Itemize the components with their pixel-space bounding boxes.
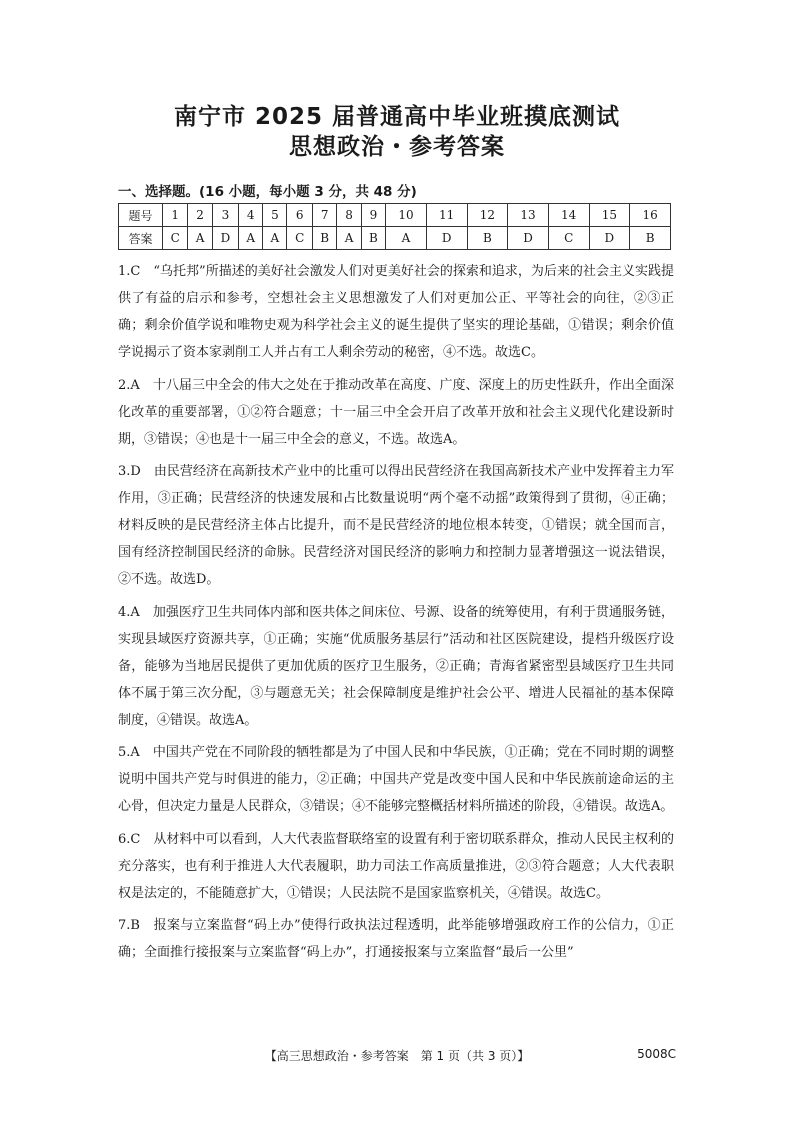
question-number-row xyxy=(119,204,671,227)
explanation-item: 3.D 由民营经济在高新技术产业中的比重可以得出民营经济在我国高新技术产业中发挥着主力军作用，③正确；民营经济的快速发展和占比数量说明“两个毫不动摇”政策得到了贯彻，④正确；材料反映的是民营经济主体占比提升，而不是民营经济的地位根本转变，①错误；就全国而言，国有经济控制国民经济的命脉。民营经济对国民经济的影响力和控制力显著增强这一说法错误，②不选。故选D。 xyxy=(118,464,674,587)
question-number-cell: 16 xyxy=(630,204,671,227)
answer-cell: A xyxy=(239,227,263,250)
question-number-cell: 1 xyxy=(163,204,188,227)
document-title: 南宁市 2025 届普通高中毕业班摸底测试 xyxy=(173,104,621,130)
row-label-answer: 答案 xyxy=(119,227,163,250)
explanation-item: 6.C 从材料中可以看到，人大代表监督联络室的设置有利于密切联系群众，推动人民民主权利的充分落实，也有利于推进人大代表履职，助力司法工作高质量推进，②③符合题意；人大代表职权是法定的，不能随意扩大，①错误；人民法院不是国家监察机关，④错误。故选C。 xyxy=(118,831,674,901)
question-number-cell: 10 xyxy=(386,204,427,227)
question-number-cell: 14 xyxy=(548,204,589,227)
answer-cell: A xyxy=(386,227,427,250)
answer-cell: C xyxy=(548,227,589,250)
question-number-cell: 11 xyxy=(426,204,467,227)
question-number-cell: 9 xyxy=(361,204,386,227)
section-heading: 一、选择题。(16 小题，每小题 3 分，共 48 分) xyxy=(118,184,417,200)
question-number-cell: 5 xyxy=(263,204,287,227)
answer-cell: A xyxy=(337,227,361,250)
question-number-cell: 13 xyxy=(508,204,549,227)
answer-cell: C xyxy=(287,227,312,250)
answer-table xyxy=(118,203,671,250)
explanation-item: 5.A 中国共产党在不同阶段的牺牲都是为了中国人民和中华民族，①正确；党在不同时期的调整说明中国共产党与时俱进的能力，②正确；中国共产党是改变中国人民和中华民族前途命运的主心骨，但决定力量是人民群众，③错误；④不能够完整概括材料所描述的阶段，④错误。故选A。 xyxy=(118,745,674,814)
answer-cell: C xyxy=(163,227,188,250)
answer-cell: D xyxy=(508,227,549,250)
answer-cell: D xyxy=(212,227,239,250)
answer-cell: B xyxy=(467,227,508,250)
explanation-item: 2.A 十八届三中全会的伟大之处在于推动改革在高度、广度、深度上的历史性跃升，作出全面深化改革的重要部署，①②符合题意；十一届三中全会开启了改革开放和社会主义现代化建设新时期，③错误；④也是十一届三中全会的意义，不选。故选A。 xyxy=(118,377,674,447)
question-number-cell: 2 xyxy=(188,204,212,227)
question-number-cell: 15 xyxy=(589,204,630,227)
explanation-item: 1.C “乌托邦”所描述的美好社会激发人们对更美好社会的探索和追求，为后来的社会主义实践提供了有益的启示和参考，空想社会主义思想激发了人们对更加公正、平等社会的向往，②③正确；剩余价值学说和唯物史观为科学社会主义的诞生提供了坚实的理论基础，①错误；剩余价值学说揭示了资本家剥削工人并占有工人剩余劳动的秘密，④不选。故选C。 xyxy=(118,264,674,360)
answer-cell: B xyxy=(361,227,386,250)
question-number-cell: 8 xyxy=(337,204,361,227)
page-label: 【高三思想政治・参考答案 第 1 页（共 3 页）】 xyxy=(264,1049,530,1063)
row-label-number: 题号 xyxy=(119,204,163,227)
question-number-cell: 12 xyxy=(467,204,508,227)
question-number-cell: 3 xyxy=(212,204,239,227)
explanations xyxy=(118,258,674,972)
question-number-cell: 6 xyxy=(287,204,312,227)
answer-cell: B xyxy=(312,227,337,250)
answer-cell: A xyxy=(263,227,287,250)
answer-row xyxy=(119,227,671,250)
answer-cell: D xyxy=(426,227,467,250)
explanation-item: 7.B 报案与立案监督“码上办”使得行政执法过程透明，此举能够增强政府工作的公信力，①正确；全面推行接报案与立案监督“码上办”，打通接报案与立案监督“最后一公里” xyxy=(118,918,674,960)
answer-cell: B xyxy=(630,227,671,250)
explanation-item: 4.A 加强医疗卫生共同体内部和医共体之间床位、号源、设备的统筹使用，有利于贯通服务链，实现县域医疗资源共享，①正确；实施“优质服务基层行”活动和社区医院建设，提档升级医疗设备，能够为当地居民提供了更加优质的医疗卫生服务，②正确；青海省紧密型县域医疗卫生共同体不属于第三次分配，③与题意无关；社会保障制度是维护社会公平、增进人民福祉的基本保障制度，④错误。故选A。 xyxy=(118,604,674,728)
answer-cell: D xyxy=(589,227,630,250)
document-subtitle: 思想政治・参考答案 xyxy=(289,134,505,160)
question-number-cell: 4 xyxy=(239,204,263,227)
document-code: 5008C xyxy=(637,1047,676,1061)
question-number-cell: 7 xyxy=(312,204,337,227)
answer-cell: A xyxy=(188,227,212,250)
